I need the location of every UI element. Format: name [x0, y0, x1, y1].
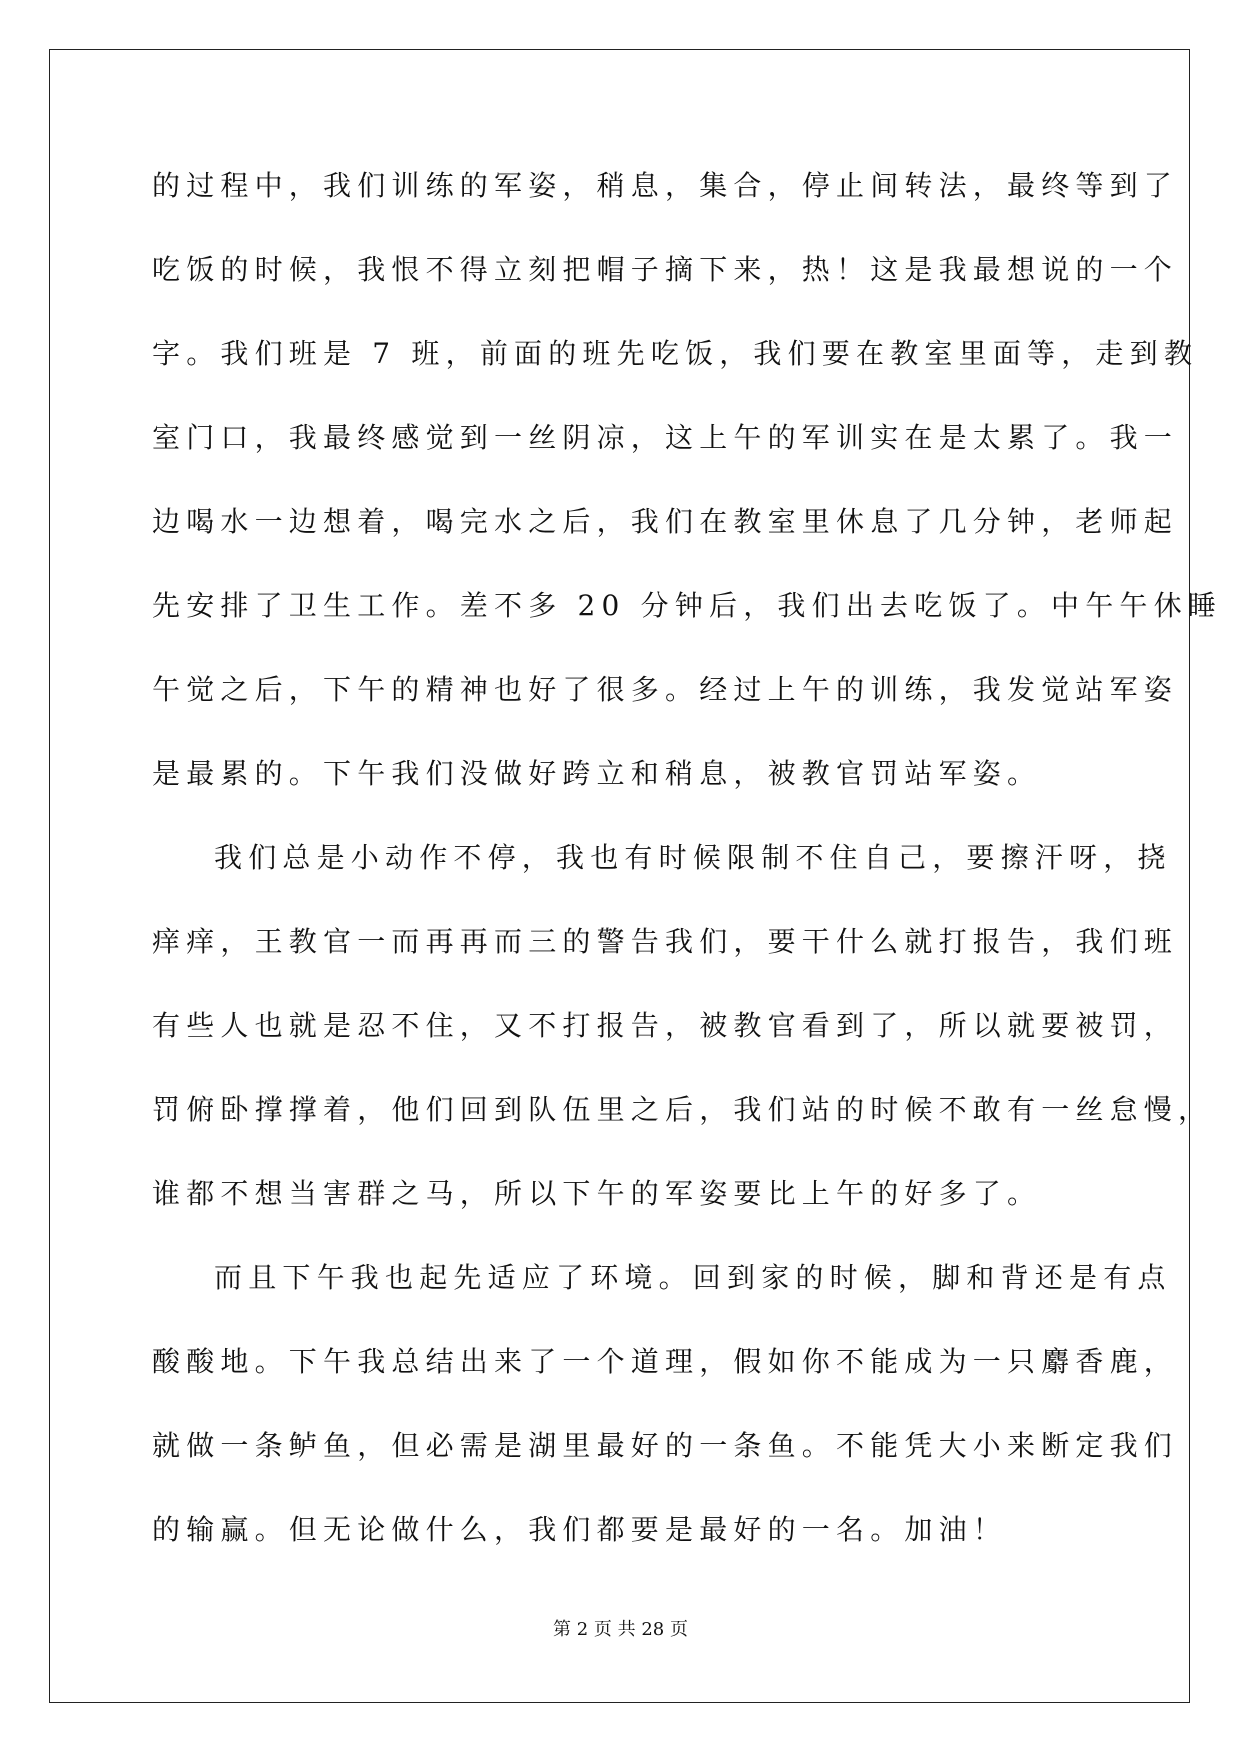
text-line: 边喝水一边想着，喝完水之后，我们在教室里休息了几分钟，老师起 — [152, 505, 1179, 538]
text-line: 午觉之后，下午的精神也好了很多。经过上午的训练，我发觉站军姿 — [152, 673, 1179, 706]
text-line: 的输赢。但无论做什么，我们都要是最好的一名。加油！ — [152, 1513, 1008, 1546]
text-line: 是最累的。下午我们没做好跨立和稍息，被教官罚站军姿。 — [152, 757, 1042, 790]
paragraph-start-line: 我们总是小动作不停，我也有时候限制不住自己，要擦汗呀，挠 — [214, 841, 1172, 874]
text-line: 谁都不想当害群之马，所以下午的军姿要比上午的好多了。 — [152, 1177, 1042, 1210]
text-line: 室门口，我最终感觉到一丝阴凉，这上午的军训实在是太累了。我一 — [152, 421, 1179, 454]
text-line: 吃饭的时候，我恨不得立刻把帽子摘下来，热！这是我最想说的一个 — [152, 253, 1179, 286]
document-body — [152, 160, 1223, 1588]
text-line: 字。我们班是 7 班，前面的班先吃饭，我们要在教室里面等，走到教 — [152, 337, 1199, 370]
text-line: 酸酸地。下午我总结出来了一个道理，假如你不能成为一只麝香鹿， — [152, 1345, 1179, 1378]
text-line: 的过程中，我们训练的军姿，稍息，集合，停止间转法，最终等到了 — [152, 169, 1179, 202]
text-line: 有些人也就是忍不住，又不打报告，被教官看到了，所以就要被罚， — [152, 1009, 1179, 1042]
text-line: 就做一条鲈鱼，但必需是湖里最好的一条鱼。不能凭大小来断定我们 — [152, 1429, 1179, 1462]
text-line: 罚俯卧撑撑着，他们回到队伍里之后，我们站的时候不敢有一丝怠慢， — [152, 1093, 1213, 1126]
paragraph-start-line: 而且下午我也起先适应了环境。回到家的时候，脚和背还是有点 — [214, 1261, 1172, 1294]
text-line: 先安排了卫生工作。差不多 20 分钟后，我们出去吃饭了。中午午休睡 — [152, 589, 1223, 622]
text-line: 痒痒，王教官一而再再而三的警告我们，要干什么就打报告，我们班 — [152, 925, 1179, 958]
page-number-footer: 第 2 页 共 28 页 — [553, 1619, 688, 1640]
